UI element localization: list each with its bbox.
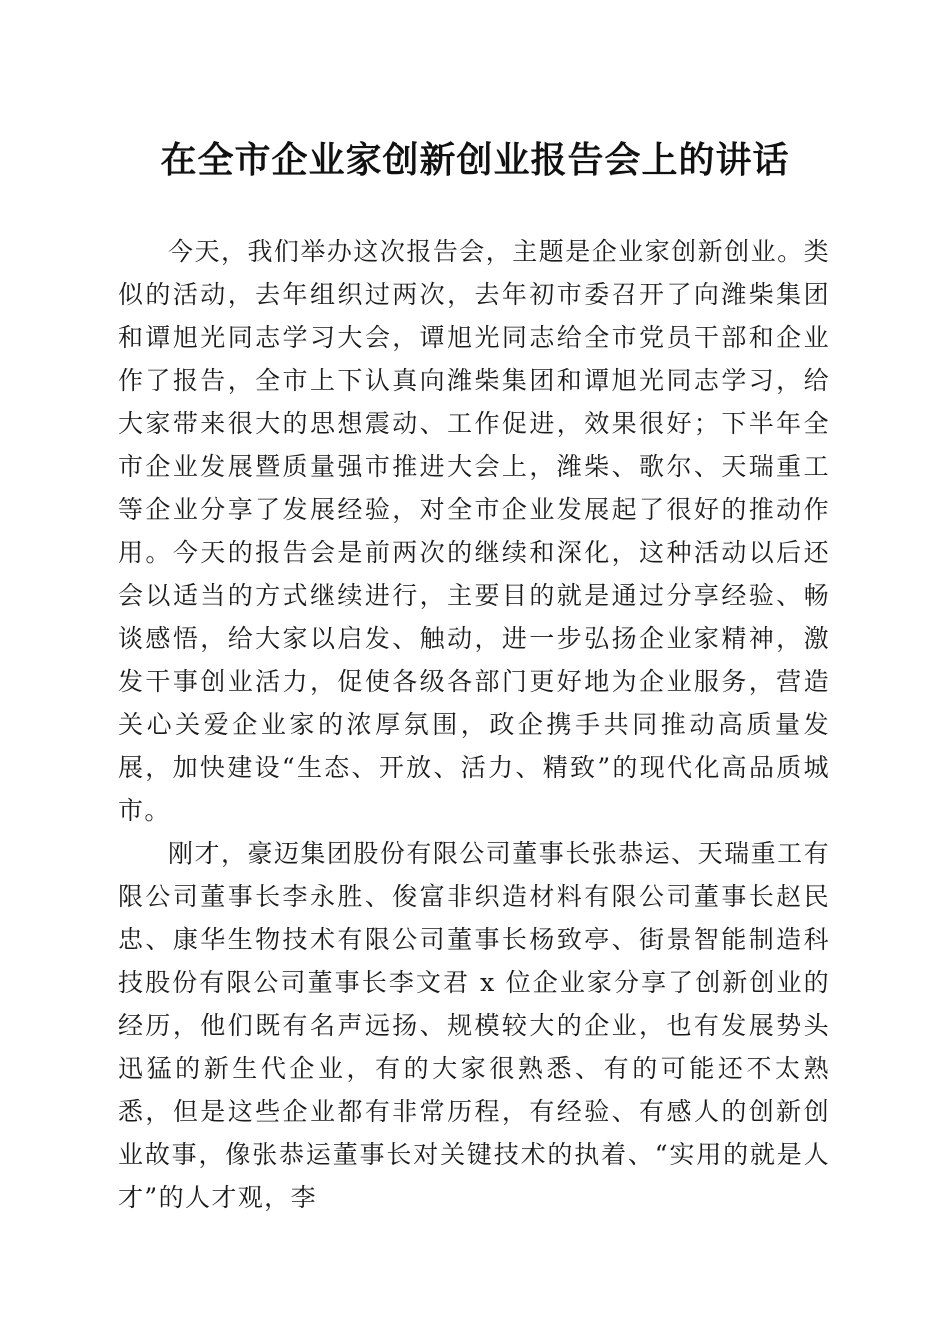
paragraph-2: 刚才，豪迈集团股份有限公司董事长张恭运、天瑞重工有限公司董事长李永胜、俊富非织造材料有限公司董事长赵民忠、康华生物技术有限公司董事长杨致亭、街景智能制造科技股份有限公司董事长李文君 x 位企业家分享了创新创业的经历，他们既有名声远扬、规模较大的企业，也有发展势头迅猛的新生代企业，有的大家很熟悉、有的可能还不太熟悉，但是这些企业都有非常历程，有经验、有感人的创新创业故事，像张恭运董事长对关键技术的执着、“实用的就是人才”的人才观，李	[118, 839, 830, 1212]
paragraph-1: 今天，我们举办这次报告会，主题是企业家创新创业。类似的活动，去年组织过两次，去年初市委召开了向潍柴集团和谭旭光同志学习大会，谭旭光同志给全市党员干部和企业作了报告，全市上下认真向潍柴集团和谭旭光同志学习，给大家带来很大的思想震动、工作促进，效果很好；下半年全市企业发展暨质量强市推进大会上，潍柴、歌尔、天瑞重工等企业分享了发展经验，对全市企业发展起了很好的推动作用。今天的报告会是前两次的继续和深化，这种活动以后还会以适当的方式继续进行，主要目的就是通过分享经验、畅谈感悟，给大家以启发、触动，进一步弘扬企业家精神，激发干事创业活力，促使各级各部门更好地为企业服务，营造关心关爱企业家的浓厚氛围，政企携手共同推动高质量发展，加快建设“生态、开放、活力、精致”的现代化高品质城市。	[118, 237, 830, 825]
document-title: 在全市企业家创新创业报告会上的讲话	[160, 139, 790, 181]
document-body	[118, 230, 830, 1219]
